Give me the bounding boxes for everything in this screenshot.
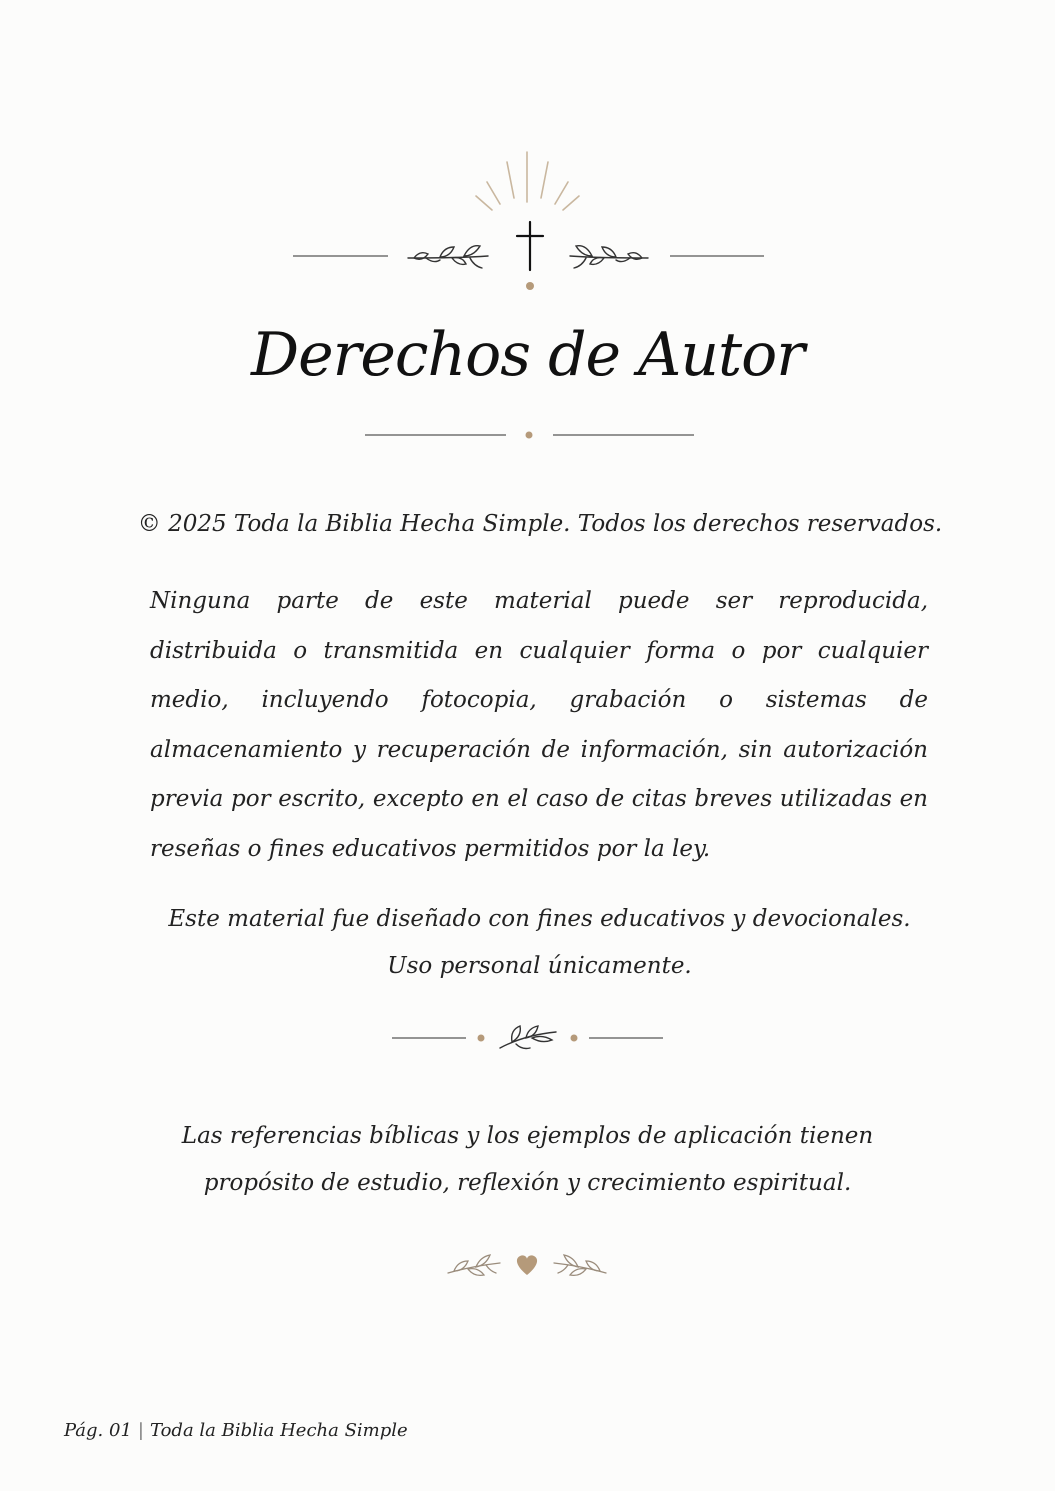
heart-icon xyxy=(517,1255,537,1275)
laurel-branch-icon xyxy=(408,246,488,268)
page-footer xyxy=(64,1420,408,1441)
top-ornament xyxy=(0,140,1055,310)
title-divider xyxy=(0,420,1055,450)
footer-separator: | xyxy=(137,1420,144,1441)
rights-paragraph: Ninguna parte de este material puede ser reproducida, distribuida o transmitida en cualquier forma o por cualquier medio, incluyendo fotocopia, grabación o sistemas de almacenamiento y recuperación de información, sin autorización previa por escrito, excepto en el caso de citas breves utilizadas en reseñas o fines educativos permitidos por la ley. xyxy=(150,588,928,862)
sunburst-icon xyxy=(476,152,579,210)
laurel-branch-icon xyxy=(500,1026,556,1049)
educational-note-line: Este material fue diseñado con fines educativos y devocionales. xyxy=(168,906,911,932)
footer-title: Toda la Biblia Hecha Simple xyxy=(149,1420,408,1441)
laurel-branch-icon xyxy=(448,1255,500,1275)
cross-icon xyxy=(517,222,543,270)
educational-note xyxy=(12,896,1055,990)
section-divider xyxy=(0,1018,1055,1058)
bottom-ornament xyxy=(0,1245,1055,1290)
accent-dot xyxy=(526,282,534,290)
references-note xyxy=(0,1113,1055,1207)
laurel-branch-icon xyxy=(554,1255,606,1275)
page-number: Pág. 01 xyxy=(64,1420,132,1441)
references-line: Las referencias bíblicas y los ejemplos de aplicación tienen xyxy=(181,1123,874,1149)
copyright-notice: © 2025 Toda la Biblia Hecha Simple. Todos los derechos reservados. xyxy=(137,511,943,537)
purpose-line: propósito de estudio, reflexión y crecimiento espiritual. xyxy=(203,1170,852,1196)
laurel-branch-icon xyxy=(570,246,648,268)
personal-use-line: Uso personal únicamente. xyxy=(387,953,692,979)
page-title: Derechos de Autor xyxy=(251,320,804,390)
